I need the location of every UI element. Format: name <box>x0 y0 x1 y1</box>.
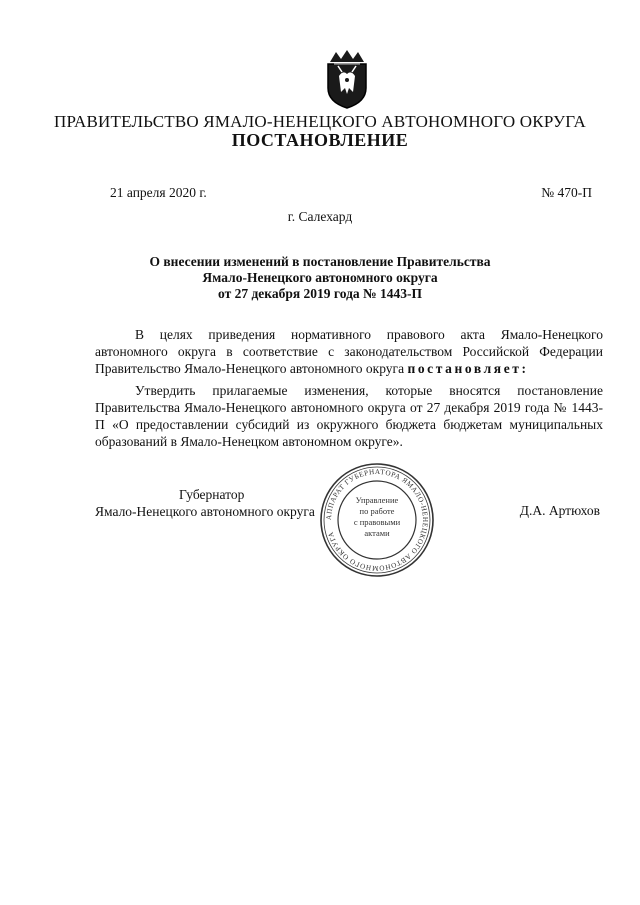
subject-line: Ямало-Ненецкого автономного округа <box>202 270 438 285</box>
seal-center-line: актами <box>364 528 390 538</box>
signatory-position <box>95 486 315 520</box>
position-line: Ямало-Ненецкого автономного округа <box>95 504 315 519</box>
document-number: № 470-П <box>541 185 592 200</box>
subject-line: от 27 декабря 2019 года № 1443-П <box>218 286 422 301</box>
coat-of-arms-icon <box>322 48 372 110</box>
document-city: г. Салехард <box>287 209 353 224</box>
document-subject <box>0 254 640 302</box>
subject-line: О внесении изменений в постановление Правительства <box>149 254 491 269</box>
resolves-emphasis: постановляет: <box>407 361 529 376</box>
seal-center-line: с правовыми <box>353 517 401 527</box>
resolution-paragraph: Утвердить прилагаемые изменения, которые вносятся постановление Правительства Ямало-Ненецкого автономного округа от 27 декабря 2019 года № 1443-П «О предоставлении субсидий из окружного бюджета бюджетам муниципальных образований в Ямало-Ненецком автономном округе». <box>95 383 603 449</box>
seal-center-line: по работе <box>359 506 395 516</box>
government-title: ПРАВИТЕЛЬСТВО ЯМАЛО-НЕНЕЦКОГО АВТОНОМНОГО ОКРУГА <box>54 112 586 131</box>
official-seal <box>318 461 436 579</box>
signatory-name: Д.А. Артюхов <box>519 503 600 518</box>
position-line: Губернатор <box>179 487 245 502</box>
seal-center-line: Управление <box>355 495 399 505</box>
document-date: 21 апреля 2020 г. <box>110 185 207 200</box>
preamble-text: В целях приведения нормативного правового акта Ямало-Ненецкого автономного округа в соответствие с законодательством Российской Федерации Правительство Ямало-Ненецкого автономного округа <box>95 327 603 376</box>
preamble-paragraph <box>95 326 603 377</box>
seal-ring-text: АППАРАТ ГУБЕРНАТОРА ЯМАЛО-НЕНЕЦКОГО АВТОНОМНОГО ОКРУГА <box>324 467 430 573</box>
document-type: ПОСТАНОВЛЕНИЕ <box>231 130 409 150</box>
